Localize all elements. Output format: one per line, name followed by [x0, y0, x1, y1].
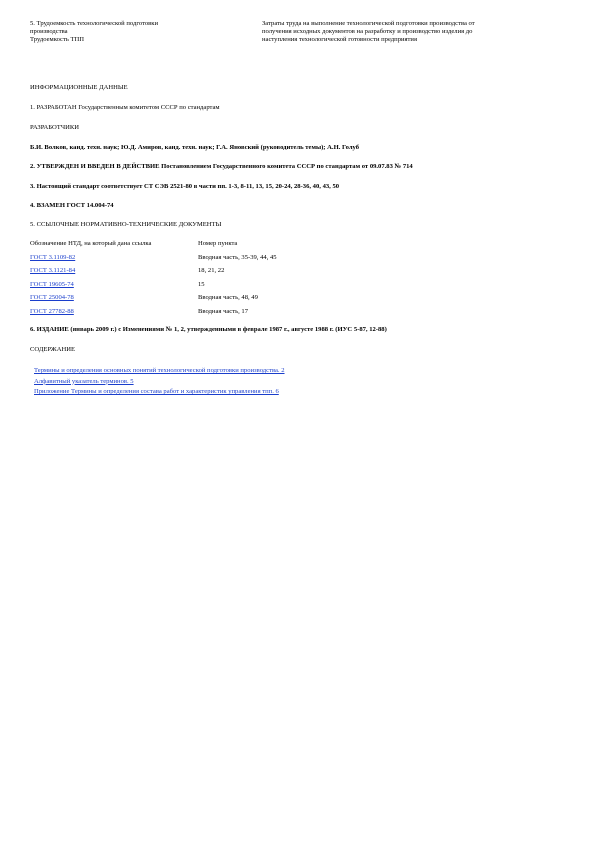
contents-link-terms[interactable]: Термины и определения основных понятий технологической подготовки производства. 2 [34, 367, 285, 374]
list-item [34, 366, 285, 377]
definition-line: наступления технологической готовности предприятия [262, 36, 417, 44]
reference-items: Вводная часть, 35-39, 44, 45 [198, 253, 277, 261]
reference-link[interactable]: ГОСТ 19605-74 [30, 280, 74, 288]
reference-link[interactable]: ГОСТ 25004-78 [30, 294, 74, 302]
term-line: 5. Трудоемкость технологической подготовки [30, 20, 159, 27]
definition-line: Затраты труда на выполнение технологической подготовки производства от [262, 20, 475, 27]
info-item-developed: 1. РАЗРАБОТАН Государственным комитетом СССР по стандартам [30, 104, 220, 111]
edition-note: 6. ИЗДАНИЕ (январь 2009 г.) с Изменениями № 1, 2, утвержденными в феврале 1987 г., августе 1988 г. (ИУС 5-87, 12-88) [30, 326, 387, 333]
contents-list [34, 366, 285, 398]
contents-link-appendix[interactable]: Приложение Термины и определения состава работ и характеристик управления тпп. 6 [34, 388, 279, 395]
reference-items: 15 [198, 280, 205, 288]
term-line: Трудоемкость ТПП [30, 36, 85, 44]
contents-title: СОДЕРЖАНИЕ [30, 346, 76, 353]
info-item-approved: 2. УТВЕРЖДЕН И ВВЕДЕН В ДЕЙСТВИЕ Постановлением Государственного комитета СССР по стандартам от 09.07.83 № 714 [30, 163, 413, 170]
info-item-references: 5. ССЫЛОЧНЫЕ НОРМАТИВНО-ТЕХНИЧЕСКИЕ ДОКУМЕНТЫ [30, 221, 222, 228]
reference-link[interactable]: ГОСТ 3.1121-84 [30, 267, 76, 275]
reference-link[interactable]: ГОСТ 27782-88 [30, 307, 74, 315]
info-item-replaces: 4. ВЗАМЕН ГОСТ 14.004-74 [30, 202, 114, 209]
info-item-conformity: 3. Настоящий стандарт соответствует СТ СЭВ 2521-80 в части пп. 1-3, 8-11, 13, 15, 20-24, 28-36, 40, 43, 50 [30, 183, 340, 190]
reference-items: Вводная часть, 17 [198, 307, 249, 315]
term-row [30, 20, 570, 45]
term-line: производства [30, 28, 68, 36]
table-row [30, 254, 398, 268]
references-header-doc: Обозначение НТД, на который дана ссылка [30, 240, 152, 247]
references-header-item: Номер пункта [198, 240, 238, 247]
term-cell [30, 20, 262, 45]
list-item [34, 387, 285, 398]
table-row [30, 267, 398, 281]
developers-label: РАЗРАБОТЧИКИ [30, 124, 80, 131]
info-title: ИНФОРМАЦИОННЫЕ ДАННЫЕ [30, 84, 128, 91]
developers-list: Б.И. Волков, канд. техн. наук; Ю.Д. Амиров, канд. техн. наук; Г.А. Яновский (руководитель темы); А.Н. Голуб [30, 144, 360, 151]
table-row [30, 308, 398, 322]
references-table [30, 240, 398, 322]
references-header-row [30, 240, 398, 254]
reference-items: Вводная часть, 48, 49 [198, 294, 258, 302]
reference-link[interactable]: ГОСТ 3.1109-82 [30, 253, 76, 261]
table-row [30, 294, 398, 308]
term-definition-table [30, 20, 570, 45]
table-row [30, 281, 398, 295]
contents-link-index[interactable]: Алфавитный указатель терминов. 5 [34, 377, 134, 385]
list-item [34, 377, 285, 388]
reference-items: 18, 21, 22 [198, 267, 225, 275]
definition-line: получения исходных документов на разработку и производство изделия до [262, 28, 473, 36]
definition-cell [262, 20, 570, 45]
